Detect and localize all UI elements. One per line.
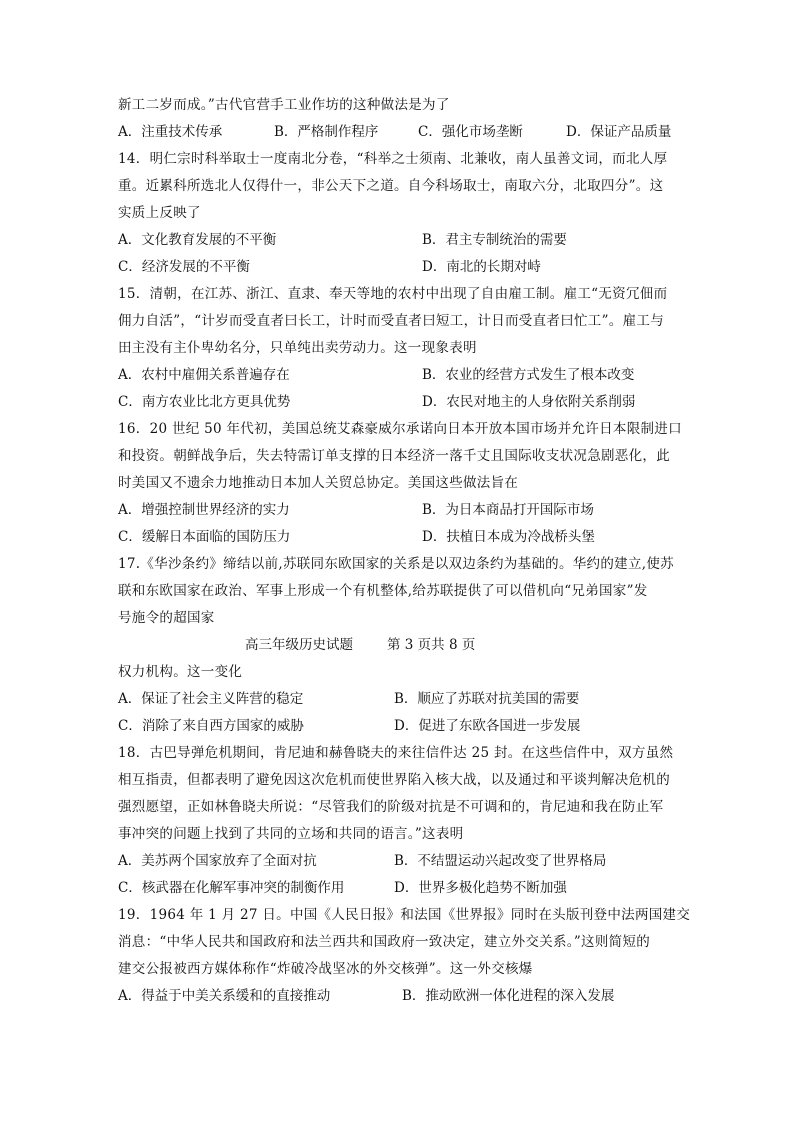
option-c: C．南方农业比北方更具优势: [118, 394, 291, 410]
option-c: C．缓解日本面临的国防压力: [118, 529, 291, 545]
option-b: B．为日本商品打开国际市场: [422, 502, 594, 518]
option-b: B．君主专制统治的需要: [422, 232, 567, 248]
question-14-options: [118, 254, 674, 281]
question-18-options: [118, 875, 674, 902]
question-17-line: 联和东欧国家在政治、军事上形成一个有机整体,给苏联提供了可以借机向“兄弟国家”发: [118, 583, 648, 599]
question-17-line: 权力机构。这一变化: [118, 664, 243, 680]
question-14-line: 实质上反映了: [118, 205, 201, 221]
question-19-options: [118, 983, 674, 1010]
question-15-options: [118, 362, 674, 389]
question-18-line: 事冲突的问题上找到了共同的立场和共同的语言。”这表明: [118, 826, 464, 842]
option-a: A．美苏两个国家放弃了全面对抗: [118, 853, 317, 869]
option-c: C．强化市场垄断: [418, 124, 523, 140]
question-17-line: 17.《华沙条约》缔结以前,苏联同东欧国家的关系是以双边条约为基础的。华约的建立,使苏: [118, 556, 674, 572]
question-18-options: [118, 848, 674, 875]
option-d: D．南北的长期对峙: [422, 259, 541, 275]
question-15-line: 15．清朝，在江苏、浙江、直隶、奉天等地的农村中出现了自由雇工制。雇工“无资冗佃而: [118, 286, 668, 302]
question-19-line: 消息：“中华人民共和国政府和法兰西共和国政府一致决定，建立外交关系。”这则简短的: [118, 934, 651, 950]
option-a: A．增强控制世界经济的实力: [118, 502, 290, 518]
question-16-options: [118, 524, 674, 551]
option-b: B．顺应了苏联对抗美国的需要: [394, 691, 580, 707]
footer-page-number: 第 3 页共 8 页: [387, 637, 476, 653]
exam-page: [118, 92, 691, 1010]
question-19-line: 建交公报被西方媒体称作“炸破冷战坚冰的外交核弹”。这一外交核爆: [118, 961, 533, 977]
option-d: D．农民对地主的人身依附关系削弱: [422, 394, 636, 410]
question-16-line: 16．20 世纪 50 年代初，美国总统艾森豪威尔承诺向日本开放本国市场并允许日本限制进口: [118, 421, 682, 437]
option-d: D．世界多极化趋势不断加强: [394, 880, 567, 896]
option-b: B．严格制作程序: [274, 124, 379, 140]
footer-title: 高三年级历史试题: [245, 637, 353, 653]
question-13-text: 新工二岁而成。”古代官营手工业作坊的这种做法是为了: [118, 97, 450, 113]
question-15-options: [118, 389, 674, 416]
question-17-options: [118, 686, 674, 713]
question-17-options: [118, 713, 674, 740]
page-footer: [118, 632, 674, 659]
question-16-line: 时美国又不遗余力地推动日本加人关贸总协定。美国这些做法旨在: [118, 475, 519, 491]
option-b: B．不结盟运动兴起改变了世界格局: [394, 853, 607, 869]
question-19-line: 19．1964 年 1 月 27 日。中国《人民日报》和法国《世界报》同时在头版刊登中法两国建交: [118, 907, 691, 923]
option-a: A．注重技术传承: [118, 124, 223, 140]
question-18-line: 相互指责，但都表明了避免因这次危机而使世界陷入核大战，以及通过和平谈判解决危机的: [118, 772, 670, 788]
option-a: A．得益于中美关系缓和的直接推动: [118, 988, 331, 1004]
question-14-line: 重。近累科所选北人仅得什一，非公天下之道。自今科场取士，南取六分，北取四分”。这: [118, 178, 664, 194]
option-a: A．保证了社会主义阵营的稳定: [118, 691, 304, 707]
option-d: D．扶植日本成为冷战桥头堡: [422, 529, 595, 545]
question-14-options: [118, 227, 674, 254]
question-16-options: [118, 497, 674, 524]
option-a: A．农村中雇佣关系普遍存在: [118, 367, 290, 383]
question-17-line: 号施令的超国家: [118, 610, 215, 626]
question-15-line: 田主没有主仆卑幼名分，只单纯出卖劳动力。这一现象表明: [118, 340, 477, 356]
option-b: B．推动欧洲一体化进程的深入发展: [402, 988, 615, 1004]
question-18-line: 18．古巴导弹危机期间，肯尼迪和赫鲁晓夫的来往信件达 25 封。在这些信件中，双方虽然: [118, 745, 674, 761]
option-c: C．经济发展的不平衡: [118, 259, 250, 275]
question-14-line: 14．明仁宗时科举取士一度南北分卷，“科举之士须南、北兼收，南人虽善文词，而北人厚: [118, 151, 668, 167]
question-15-line: 佣力自活”，“计岁而受直者曰长工，计时而受直者曰短工，计日而受直者曰忙工”。雇工与: [118, 313, 665, 329]
option-d: D．保证产品质量: [566, 124, 672, 140]
question-16-line: 和投资。朝鲜战争后，失去特需订单支撑的日本经济一落千丈且国际收支状况急剧恶化，此: [118, 448, 670, 464]
option-c: C．消除了来自西方国家的威胁: [118, 718, 304, 734]
option-c: C．核武器在化解军事冲突的制衡作用: [118, 880, 345, 896]
option-a: A．文化教育发展的不平衡: [118, 232, 277, 248]
option-d: D．促进了东欧各国进一步发展: [394, 718, 581, 734]
question-18-line: 强烈愿望，正如林鲁晓夫所说：“尽管我们的阶级对抗是不可调和的，肯尼迪和我在防止军: [118, 799, 664, 815]
question-13-options: [118, 119, 674, 146]
option-b: B．农业的经营方式发生了根本改变: [422, 367, 635, 383]
